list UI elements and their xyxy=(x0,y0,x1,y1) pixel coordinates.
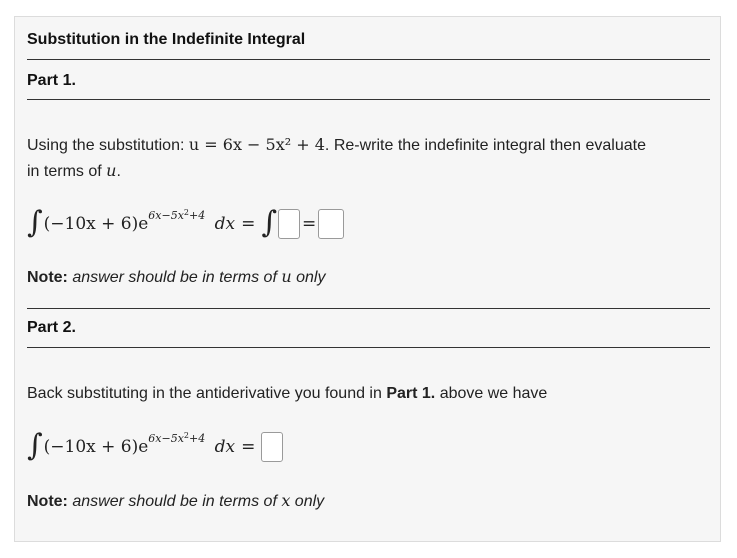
part2-integrand: $(-10x + 6)e^{6x-5x^2+4}$ dx xyxy=(43,431,236,457)
equals-sign: = xyxy=(241,214,256,234)
part1-integrand: $(-10x + 6)e^{6x-5x^2+4}$ dx xyxy=(43,208,236,234)
part1-variable-u: u xyxy=(106,161,117,180)
part1-equation xyxy=(27,204,344,244)
integral-sign-icon: ∫ xyxy=(27,428,43,463)
part1-note: Note: answer should be in terms of u only xyxy=(27,267,326,286)
part1-intro-prefix: Using the substitution: xyxy=(27,137,189,154)
part1-intro-line2-suffix: . xyxy=(116,163,121,180)
page-title: Substitution in the Indefinite Integral xyxy=(27,31,306,48)
part2-instructions: Back substituting in the antiderivative you found in Part 1. above we have xyxy=(27,385,548,402)
part2-note-label: Note: xyxy=(27,493,68,510)
part2-reference: Part 1. xyxy=(386,385,436,402)
part1-instructions xyxy=(27,132,710,184)
integral-sign-icon: ∫ xyxy=(27,205,43,240)
question-panel xyxy=(14,16,721,542)
part2-answer-box[interactable] xyxy=(261,432,283,462)
part2-note-variable: x xyxy=(281,491,291,510)
divider xyxy=(27,347,710,348)
part1-label: Part 1. xyxy=(27,72,76,89)
part1-intro-line2-prefix: in terms of xyxy=(27,163,107,180)
part2-equation xyxy=(27,427,283,467)
part1-integrand-answer-box[interactable] xyxy=(278,209,300,239)
part1-intro-suffix: . Re-write the indefinite integral then evaluate xyxy=(324,137,646,154)
equals-sign: = xyxy=(302,214,317,234)
part2-label: Part 2. xyxy=(27,319,76,336)
part2-note: Note: answer should be in terms of x only xyxy=(27,491,325,510)
part1-note-variable: u xyxy=(281,267,292,286)
part1-note-label: Note: xyxy=(27,269,68,286)
divider xyxy=(27,99,710,100)
divider xyxy=(27,59,710,60)
equals-sign: = xyxy=(241,437,256,457)
integral-sign-icon: ∫ xyxy=(261,205,278,240)
divider xyxy=(27,308,710,309)
substitution-expression: u = 6x − 5x² + 4 xyxy=(188,135,325,154)
part1-result-answer-box[interactable] xyxy=(318,209,344,239)
